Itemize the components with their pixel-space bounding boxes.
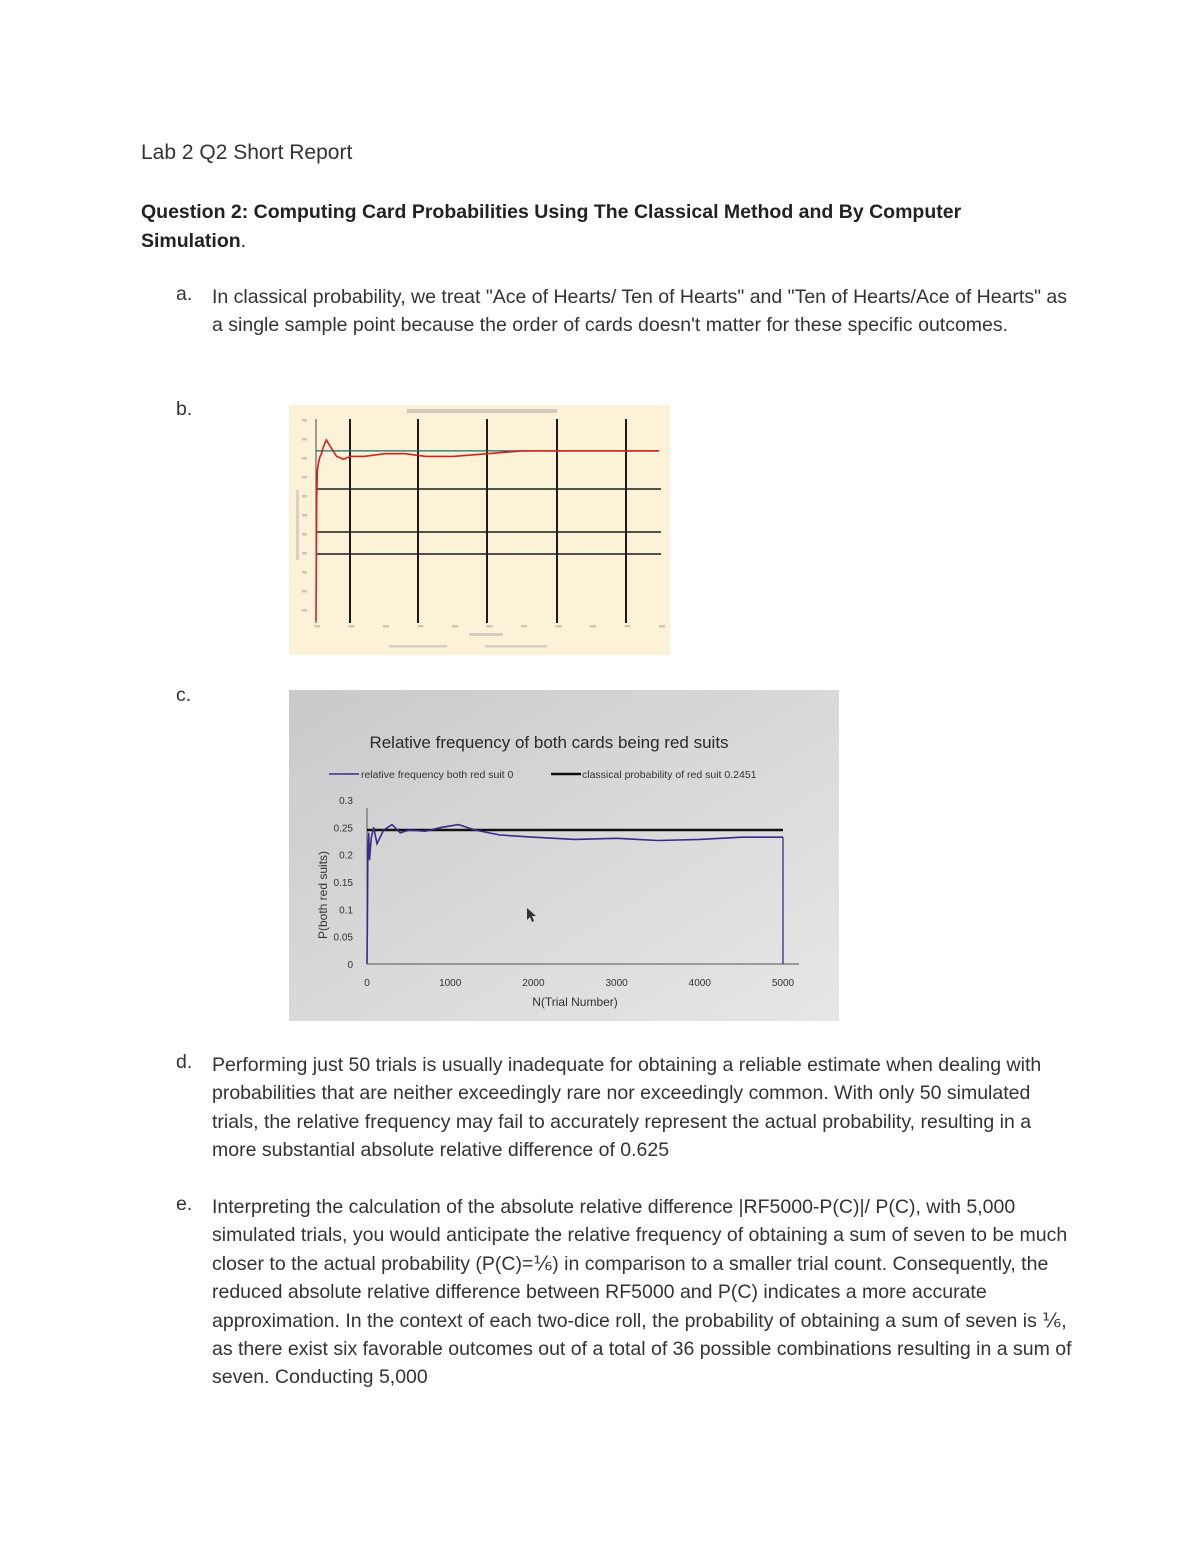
- chart-c-xlabel: N(Trial Number): [532, 995, 618, 1009]
- chart-b-illegible-legend: [485, 645, 547, 648]
- chart-c-ytick-label: 0.15: [333, 878, 353, 889]
- question-heading: [141, 198, 1071, 256]
- chart-b-illegible-xtick: [590, 625, 596, 628]
- chart-c-ytick-label: 0.1: [339, 905, 353, 917]
- item-c-letter: c.: [176, 684, 192, 706]
- chart-c-photo: [289, 690, 839, 1021]
- chart-c-title: Relative frequency of both cards being red suits: [369, 733, 729, 752]
- chart-c-xtick-label: 0: [364, 978, 370, 989]
- chart-b-illegible-xtick: [659, 625, 665, 628]
- chart-b-illegible-ytick: [302, 590, 307, 593]
- chart-c-svg: [289, 690, 839, 1021]
- chart-b-illegible-ytick: [302, 495, 307, 498]
- chart-c-xtick-label: 4000: [688, 978, 711, 989]
- chart-b-photo: [289, 405, 670, 655]
- chart-b-illegible-ytick: [302, 438, 307, 441]
- item-d-text: Performing just 50 trials is usually inadequate for obtaining a reliable estimate when dealing with probabilities that are neither exceedingly rare nor exceedingly common. With only 50 simulated trials, the relative frequency may fail to accurately represent the actual probability, resulting in a more substantial absolute relative difference of 0.625: [212, 1054, 1042, 1162]
- chart-b-illegible-xtick: [349, 625, 355, 628]
- chart-b-illegible-legend: [389, 645, 447, 648]
- chart-c-ytick-label: 0.3: [339, 796, 353, 807]
- chart-b-illegible-xtick: [314, 625, 320, 628]
- chart-c-ylabel: P(both red suits): [316, 850, 330, 940]
- chart-b-illegible-xtick: [383, 625, 389, 628]
- chart-b-illegible-ytick: [302, 457, 307, 460]
- chart-c-xtick-label: 1000: [439, 978, 462, 989]
- chart-b-illegible-xlabel: [469, 633, 503, 636]
- chart-c-xtick-label: 5000: [771, 978, 795, 989]
- chart-c-ytick-label: 0: [347, 960, 353, 971]
- chart-c-xtick-label: 2000: [522, 978, 545, 989]
- chart-b-illegible-ytick: [302, 533, 307, 536]
- legend-label-frequency: relative frequency both red suit 0: [361, 769, 514, 781]
- chart-b-background: [289, 405, 670, 655]
- chart-b-illegible-ytick: [302, 609, 307, 612]
- chart-c-ytick-label: 0.25: [333, 823, 353, 835]
- chart-c-ytick-label: 0.05: [333, 932, 353, 944]
- chart-c-xtick-label: 3000: [605, 978, 628, 989]
- item-a-text: In classical probability, we treat "Ace of Hearts/ Ten of Hearts" and "Ten of Hearts/Ace of Hearts" as a single sample point because the order of cards doesn't matter for these specific outcomes.: [212, 286, 1068, 337]
- legend-label-classical: classical probability of red suit 0.2451: [582, 769, 757, 781]
- chart-b-illegible-ytick: [302, 419, 307, 422]
- chart-b-illegible-ylabel: [296, 490, 299, 560]
- item-b-letter: b.: [176, 398, 193, 420]
- question-heading-period: .: [240, 230, 247, 252]
- item-e-text: Interpreting the calculation of the absolute relative difference |RF5000-P(C)|/ P(C), with 5,000 simulated trials, you would anticipate the relative frequency of obtaining a sum of seven to be much closer to the actual probability (P(C)=⅙) in comparison to a smaller trial count. Consequently, the reduced absolute relative difference between RF5000 and P(C) indicates a more accurate approximation. In the context of each two-dice roll, the probability of obtaining a sum of seven is ⅙, as there exist six favorable outcomes out of a total of 36 possible combinations resulting in a sum of seven. Conducting 5,000: [212, 1196, 1072, 1389]
- chart-b-illegible-ytick: [302, 476, 307, 479]
- chart-b-illegible-ytick: [302, 571, 307, 574]
- item-e-letter: e.: [176, 1193, 193, 1215]
- chart-b-illegible-xtick: [418, 625, 424, 628]
- document-title: Lab 2 Q2 Short Report: [141, 141, 353, 164]
- chart-b-illegible-xtick: [625, 625, 631, 628]
- chart-b-illegible-title: [407, 409, 557, 413]
- chart-b-svg: [289, 405, 670, 655]
- chart-b-illegible-xtick: [452, 625, 458, 628]
- chart-b-illegible-xtick: [521, 625, 527, 628]
- question-heading-text: Question 2: Computing Card Probabilities Using The Classical Method and By Computer Simulation: [141, 201, 962, 252]
- chart-b-illegible-ytick: [302, 552, 307, 555]
- item-d-letter: d.: [176, 1051, 193, 1073]
- chart-b-illegible-xtick: [487, 625, 493, 628]
- chart-b-illegible-xtick: [556, 625, 562, 628]
- chart-c-ytick-label: 0.2: [339, 850, 353, 862]
- item-a-letter: a.: [176, 283, 193, 305]
- chart-b-illegible-ytick: [302, 514, 307, 517]
